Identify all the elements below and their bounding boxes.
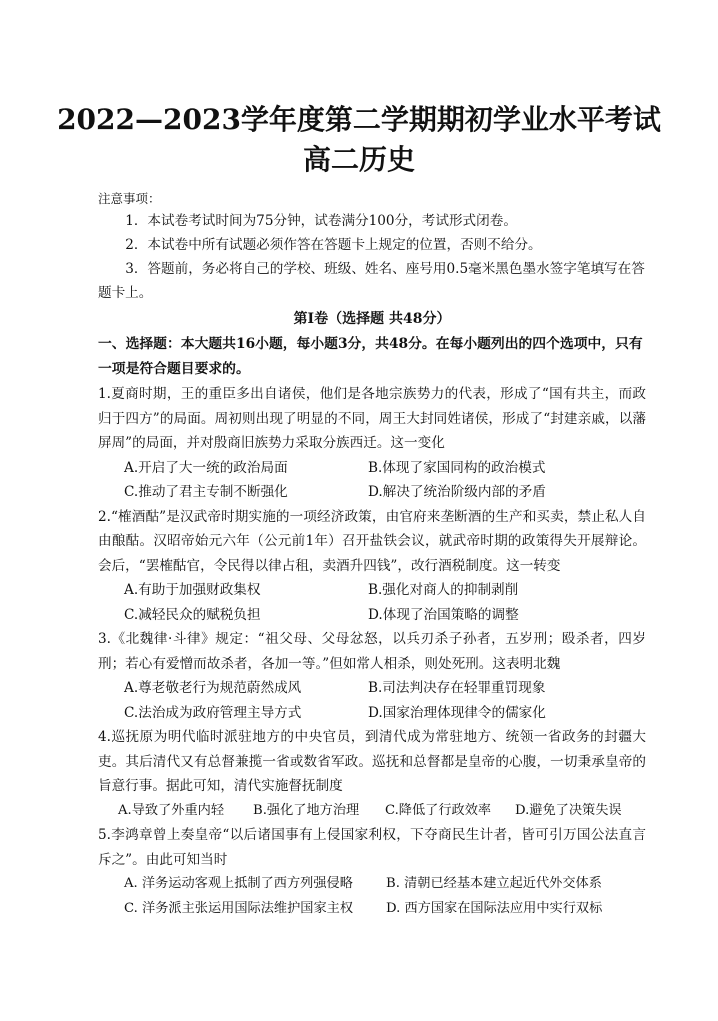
option-c: C.降低了行政效率 xyxy=(385,802,492,818)
option-c: C.法治成为政府管理主导方式 xyxy=(124,704,302,721)
option-a: A. 洋务运动客观上抵制了西方列强侵略 xyxy=(124,876,353,891)
section-title: 第Ⅰ卷（选择题 共48分） xyxy=(293,311,451,327)
option-a: A.尊老敬老行为规范蔚然成风 xyxy=(124,680,302,696)
question-options xyxy=(98,578,646,627)
notice-item: 1．本试卷考试时间为75分钟，试卷满分100分，考试形式闭卷。 xyxy=(125,213,517,229)
question-stem: 5.李鸿章曾上奏皇帝“以后诸国事有上侵国家利权，下夺商民生计者，皆可引万国公法直言斥之”。由此可知当时 xyxy=(98,827,646,868)
question-stem: 2.“榷酒酤”是汉武帝时期实施的一项经济政策，由官府来垄断酒的生产和买卖，禁止私人自由酿酤。汉昭帝始元六年（公元前1年）召开盐铁会议，就武帝时期的政策得失开展辩论。会后，“罢榷酤官，令民得以律占租，卖酒升四钱”，改行酒税制度。这一转变 xyxy=(98,508,646,574)
option-c: C.减轻民众的赋税负担 xyxy=(124,606,261,623)
question-stem: 3.《北魏律·斗律》规定：“祖父母、父母忿怒，以兵刃杀子孙者，五岁刑；殴杀者，四岁刑；若心有爱憎而故杀者，各加一等。”但如常人相杀，则处死刑。这表明北魏 xyxy=(98,631,646,672)
question-options xyxy=(98,872,646,921)
exam-title: 2022—2023学年度第二学期期初学业水平考试 xyxy=(57,103,661,136)
option-a: A.开启了大一统的政治局面 xyxy=(124,459,288,476)
option-b: B.强化对商人的抑制剥削 xyxy=(368,582,519,598)
option-b: B. 清朝已经基本建立起近代外交体系 xyxy=(386,876,602,891)
notice-heading: 注意事项： xyxy=(98,191,161,206)
option-b: B.体现了家国同构的政治模式 xyxy=(368,459,546,476)
question-stem: 1.夏商时期，王的重臣多出自诸侯，他们是各地宗族势力的代表，形成了“国有共主，而政归于四方”的局面。周初则出现了明显的不同，周王大封同姓诸侯，形成了“封建亲戚，以藩屏周”的局面，并对殷商旧族势力采取分族西迁。这一变化 xyxy=(98,386,646,451)
option-d: D.解决了统治阶级内部的矛盾 xyxy=(368,484,546,500)
option-a: A.有助于加强财政集权 xyxy=(124,582,261,598)
question-options xyxy=(98,676,646,725)
option-b: B.强化了地方治理 xyxy=(253,802,360,818)
option-a: A.导致了外重内轻 xyxy=(118,802,225,818)
option-b: B.司法判决存在轻罪重罚现象 xyxy=(368,680,546,696)
option-d: D.国家治理体现律令的儒家化 xyxy=(368,704,546,721)
notice-item: 2．本试卷中所有试题必须作答在答题卡上规定的位置，否则不给分。 xyxy=(125,237,542,253)
option-d: D.避免了决策失误 xyxy=(515,802,622,818)
option-c: C. 洋务派主张运用国际法维护国家主权 xyxy=(124,900,354,916)
exam-content xyxy=(98,188,646,921)
question-options xyxy=(98,456,646,505)
exam-subject: 高二历史 xyxy=(302,143,415,176)
option-d: D. 西方国家在国际法应用中实行双标 xyxy=(386,900,603,916)
question-stem: 4.巡抚原为明代临时派驻地方的中央官员，到清代成为常驻地方、统领一省政务的封疆大吏。其后清代又有总督兼揽一省或数省军政。巡抚和总督都是皇帝的心腹，一切秉承皇帝的旨意行事。据此可知，清代实施督抚制度 xyxy=(98,729,646,794)
question-options xyxy=(98,799,646,824)
notice-item: 3．答题前，务必将自己的学校、班级、姓名、座号用0.5毫米黑色墨水签字笔填写在答题卡上。 xyxy=(98,261,645,301)
option-d: D.体现了治国策略的调整 xyxy=(368,606,519,623)
section-instruction: 一、选择题：本大题共16小题，每小题3分，共48分。在每小题列出的四个选项中，只有一项是符合题目要求的。 xyxy=(98,336,643,377)
option-c: C.推动了君主专制不断强化 xyxy=(124,484,288,500)
